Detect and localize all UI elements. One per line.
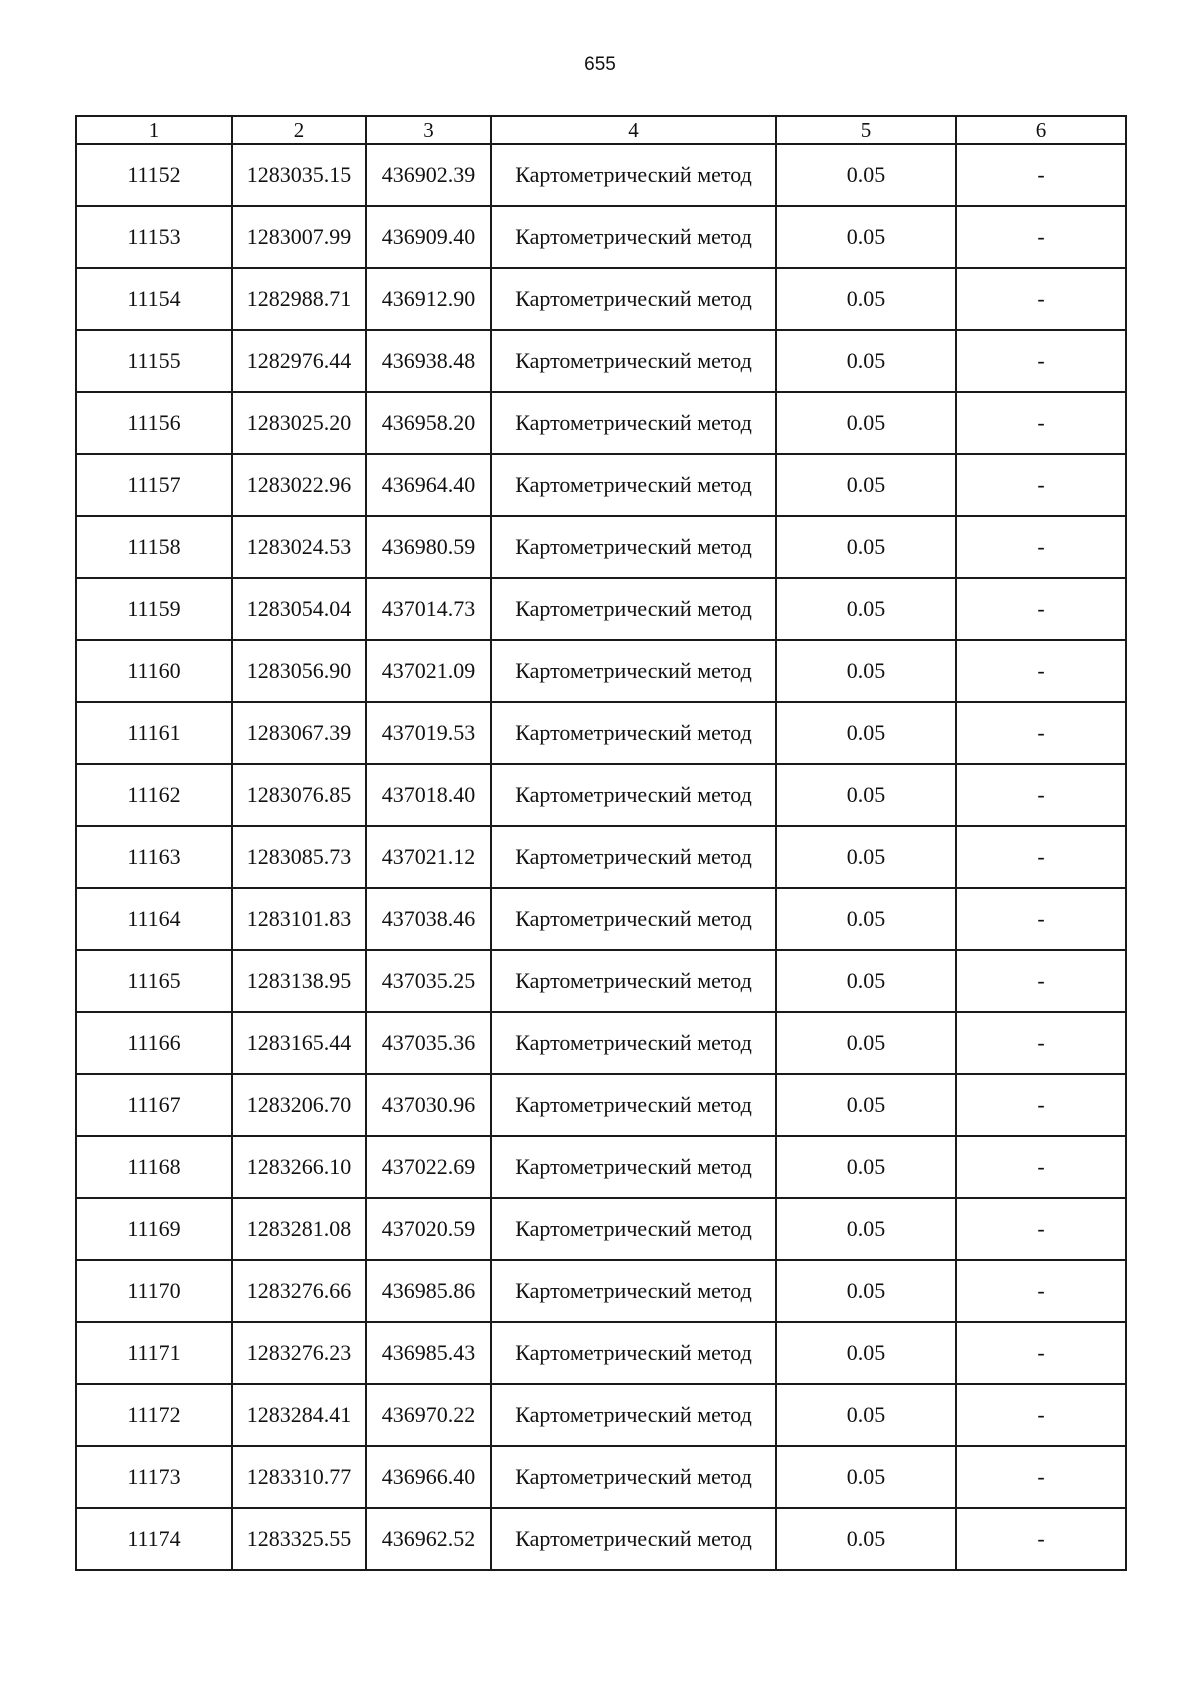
note-cell: - [956,454,1126,516]
table-row [76,330,1126,392]
point-number-cell: 11172 [76,1384,232,1446]
coordinates-table [75,115,1127,1571]
note-cell: - [956,1508,1126,1570]
accuracy-cell: 0.05 [776,888,956,950]
note-cell: - [956,1446,1126,1508]
table-row [76,888,1126,950]
x-coordinate-cell: 1283056.90 [232,640,366,702]
column-header: 3 [366,116,491,144]
point-number-cell: 11157 [76,454,232,516]
table-row [76,1198,1126,1260]
x-coordinate-cell: 1283035.15 [232,144,366,206]
accuracy-cell: 0.05 [776,144,956,206]
note-cell: - [956,640,1126,702]
x-coordinate-cell: 1283281.08 [232,1198,366,1260]
x-coordinate-cell: 1283325.55 [232,1508,366,1570]
method-cell: Картометрический метод [491,764,776,826]
column-header: 1 [76,116,232,144]
column-header: 2 [232,116,366,144]
table-row [76,640,1126,702]
note-cell: - [956,1198,1126,1260]
accuracy-cell: 0.05 [776,640,956,702]
table-row [76,702,1126,764]
note-cell: - [956,826,1126,888]
note-cell: - [956,888,1126,950]
table-row [76,268,1126,330]
method-cell: Картометрический метод [491,950,776,1012]
y-coordinate-cell: 437021.12 [366,826,491,888]
note-cell: - [956,516,1126,578]
point-number-cell: 11167 [76,1074,232,1136]
note-cell: - [956,1322,1126,1384]
method-cell: Картометрический метод [491,888,776,950]
point-number-cell: 11164 [76,888,232,950]
x-coordinate-cell: 1283284.41 [232,1384,366,1446]
y-coordinate-cell: 436970.22 [366,1384,491,1446]
accuracy-cell: 0.05 [776,1074,956,1136]
y-coordinate-cell: 437019.53 [366,702,491,764]
point-number-cell: 11161 [76,702,232,764]
table-row [76,1384,1126,1446]
note-cell: - [956,1136,1126,1198]
method-cell: Картометрический метод [491,392,776,454]
y-coordinate-cell: 437018.40 [366,764,491,826]
method-cell: Картометрический метод [491,1136,776,1198]
point-number-cell: 11174 [76,1508,232,1570]
y-coordinate-cell: 437020.59 [366,1198,491,1260]
point-number-cell: 11162 [76,764,232,826]
accuracy-cell: 0.05 [776,1384,956,1446]
accuracy-cell: 0.05 [776,950,956,1012]
y-coordinate-cell: 437035.36 [366,1012,491,1074]
point-number-cell: 11165 [76,950,232,1012]
y-coordinate-cell: 437021.09 [366,640,491,702]
x-coordinate-cell: 1283165.44 [232,1012,366,1074]
note-cell: - [956,206,1126,268]
table-row [76,764,1126,826]
y-coordinate-cell: 437022.69 [366,1136,491,1198]
note-cell: - [956,1260,1126,1322]
table-row [76,1446,1126,1508]
accuracy-cell: 0.05 [776,578,956,640]
method-cell: Картометрический метод [491,1446,776,1508]
table-row [76,1136,1126,1198]
accuracy-cell: 0.05 [776,826,956,888]
note-cell: - [956,578,1126,640]
accuracy-cell: 0.05 [776,1136,956,1198]
table-row [76,206,1126,268]
table-row [76,144,1126,206]
method-cell: Картометрический метод [491,206,776,268]
table-row [76,1012,1126,1074]
point-number-cell: 11171 [76,1322,232,1384]
accuracy-cell: 0.05 [776,268,956,330]
method-cell: Картометрический метод [491,1384,776,1446]
method-cell: Картометрический метод [491,516,776,578]
point-number-cell: 11154 [76,268,232,330]
x-coordinate-cell: 1283024.53 [232,516,366,578]
y-coordinate-cell: 436902.39 [366,144,491,206]
note-cell: - [956,764,1126,826]
accuracy-cell: 0.05 [776,1198,956,1260]
y-coordinate-cell: 436912.90 [366,268,491,330]
method-cell: Картометрический метод [491,1322,776,1384]
x-coordinate-cell: 1283101.83 [232,888,366,950]
point-number-cell: 11168 [76,1136,232,1198]
accuracy-cell: 0.05 [776,516,956,578]
point-number-cell: 11173 [76,1446,232,1508]
x-coordinate-cell: 1283022.96 [232,454,366,516]
point-number-cell: 11152 [76,144,232,206]
accuracy-cell: 0.05 [776,1012,956,1074]
note-cell: - [956,392,1126,454]
y-coordinate-cell: 437038.46 [366,888,491,950]
method-cell: Картометрический метод [491,1508,776,1570]
note-cell: - [956,1384,1126,1446]
y-coordinate-cell: 437014.73 [366,578,491,640]
method-cell: Картометрический метод [491,454,776,516]
accuracy-cell: 0.05 [776,1322,956,1384]
x-coordinate-cell: 1283276.23 [232,1322,366,1384]
method-cell: Картометрический метод [491,702,776,764]
accuracy-cell: 0.05 [776,1446,956,1508]
x-coordinate-cell: 1283138.95 [232,950,366,1012]
accuracy-cell: 0.05 [776,454,956,516]
method-cell: Картометрический метод [491,1198,776,1260]
x-coordinate-cell: 1283266.10 [232,1136,366,1198]
y-coordinate-cell: 437030.96 [366,1074,491,1136]
accuracy-cell: 0.05 [776,1260,956,1322]
x-coordinate-cell: 1283007.99 [232,206,366,268]
accuracy-cell: 0.05 [776,764,956,826]
table-row [76,826,1126,888]
accuracy-cell: 0.05 [776,206,956,268]
column-header: 5 [776,116,956,144]
x-coordinate-cell: 1283025.20 [232,392,366,454]
y-coordinate-cell: 436962.52 [366,1508,491,1570]
table-row [76,1074,1126,1136]
y-coordinate-cell: 436938.48 [366,330,491,392]
accuracy-cell: 0.05 [776,392,956,454]
table-row [76,950,1126,1012]
x-coordinate-cell: 1283076.85 [232,764,366,826]
x-coordinate-cell: 1282988.71 [232,268,366,330]
table-row [76,1508,1126,1570]
x-coordinate-cell: 1283310.77 [232,1446,366,1508]
point-number-cell: 11153 [76,206,232,268]
x-coordinate-cell: 1283085.73 [232,826,366,888]
y-coordinate-cell: 436909.40 [366,206,491,268]
column-header: 6 [956,116,1126,144]
method-cell: Картометрический метод [491,330,776,392]
y-coordinate-cell: 436966.40 [366,1446,491,1508]
note-cell: - [956,330,1126,392]
table-row [76,392,1126,454]
note-cell: - [956,268,1126,330]
point-number-cell: 11166 [76,1012,232,1074]
accuracy-cell: 0.05 [776,1508,956,1570]
x-coordinate-cell: 1283054.04 [232,578,366,640]
accuracy-cell: 0.05 [776,330,956,392]
table-row [76,578,1126,640]
point-number-cell: 11158 [76,516,232,578]
method-cell: Картометрический метод [491,826,776,888]
method-cell: Картометрический метод [491,1012,776,1074]
x-coordinate-cell: 1283067.39 [232,702,366,764]
y-coordinate-cell: 436980.59 [366,516,491,578]
method-cell: Картометрический метод [491,1074,776,1136]
point-number-cell: 11170 [76,1260,232,1322]
note-cell: - [956,950,1126,1012]
point-number-cell: 11156 [76,392,232,454]
table-row [76,454,1126,516]
y-coordinate-cell: 437035.25 [366,950,491,1012]
point-number-cell: 11160 [76,640,232,702]
table-row [76,1322,1126,1384]
method-cell: Картометрический метод [491,268,776,330]
x-coordinate-cell: 1283276.66 [232,1260,366,1322]
point-number-cell: 11169 [76,1198,232,1260]
method-cell: Картометрический метод [491,578,776,640]
point-number-cell: 11159 [76,578,232,640]
page-number: 655 [584,54,616,75]
note-cell: - [956,144,1126,206]
note-cell: - [956,702,1126,764]
y-coordinate-cell: 436985.43 [366,1322,491,1384]
column-header: 4 [491,116,776,144]
table-row [76,1260,1126,1322]
x-coordinate-cell: 1283206.70 [232,1074,366,1136]
table-row [76,516,1126,578]
accuracy-cell: 0.05 [776,702,956,764]
x-coordinate-cell: 1282976.44 [232,330,366,392]
note-cell: - [956,1012,1126,1074]
method-cell: Картометрический метод [491,640,776,702]
table-body [76,144,1126,1570]
y-coordinate-cell: 436985.86 [366,1260,491,1322]
y-coordinate-cell: 436964.40 [366,454,491,516]
method-cell: Картометрический метод [491,144,776,206]
method-cell: Картометрический метод [491,1260,776,1322]
point-number-cell: 11163 [76,826,232,888]
header-row [76,116,1126,144]
y-coordinate-cell: 436958.20 [366,392,491,454]
point-number-cell: 11155 [76,330,232,392]
note-cell: - [956,1074,1126,1136]
